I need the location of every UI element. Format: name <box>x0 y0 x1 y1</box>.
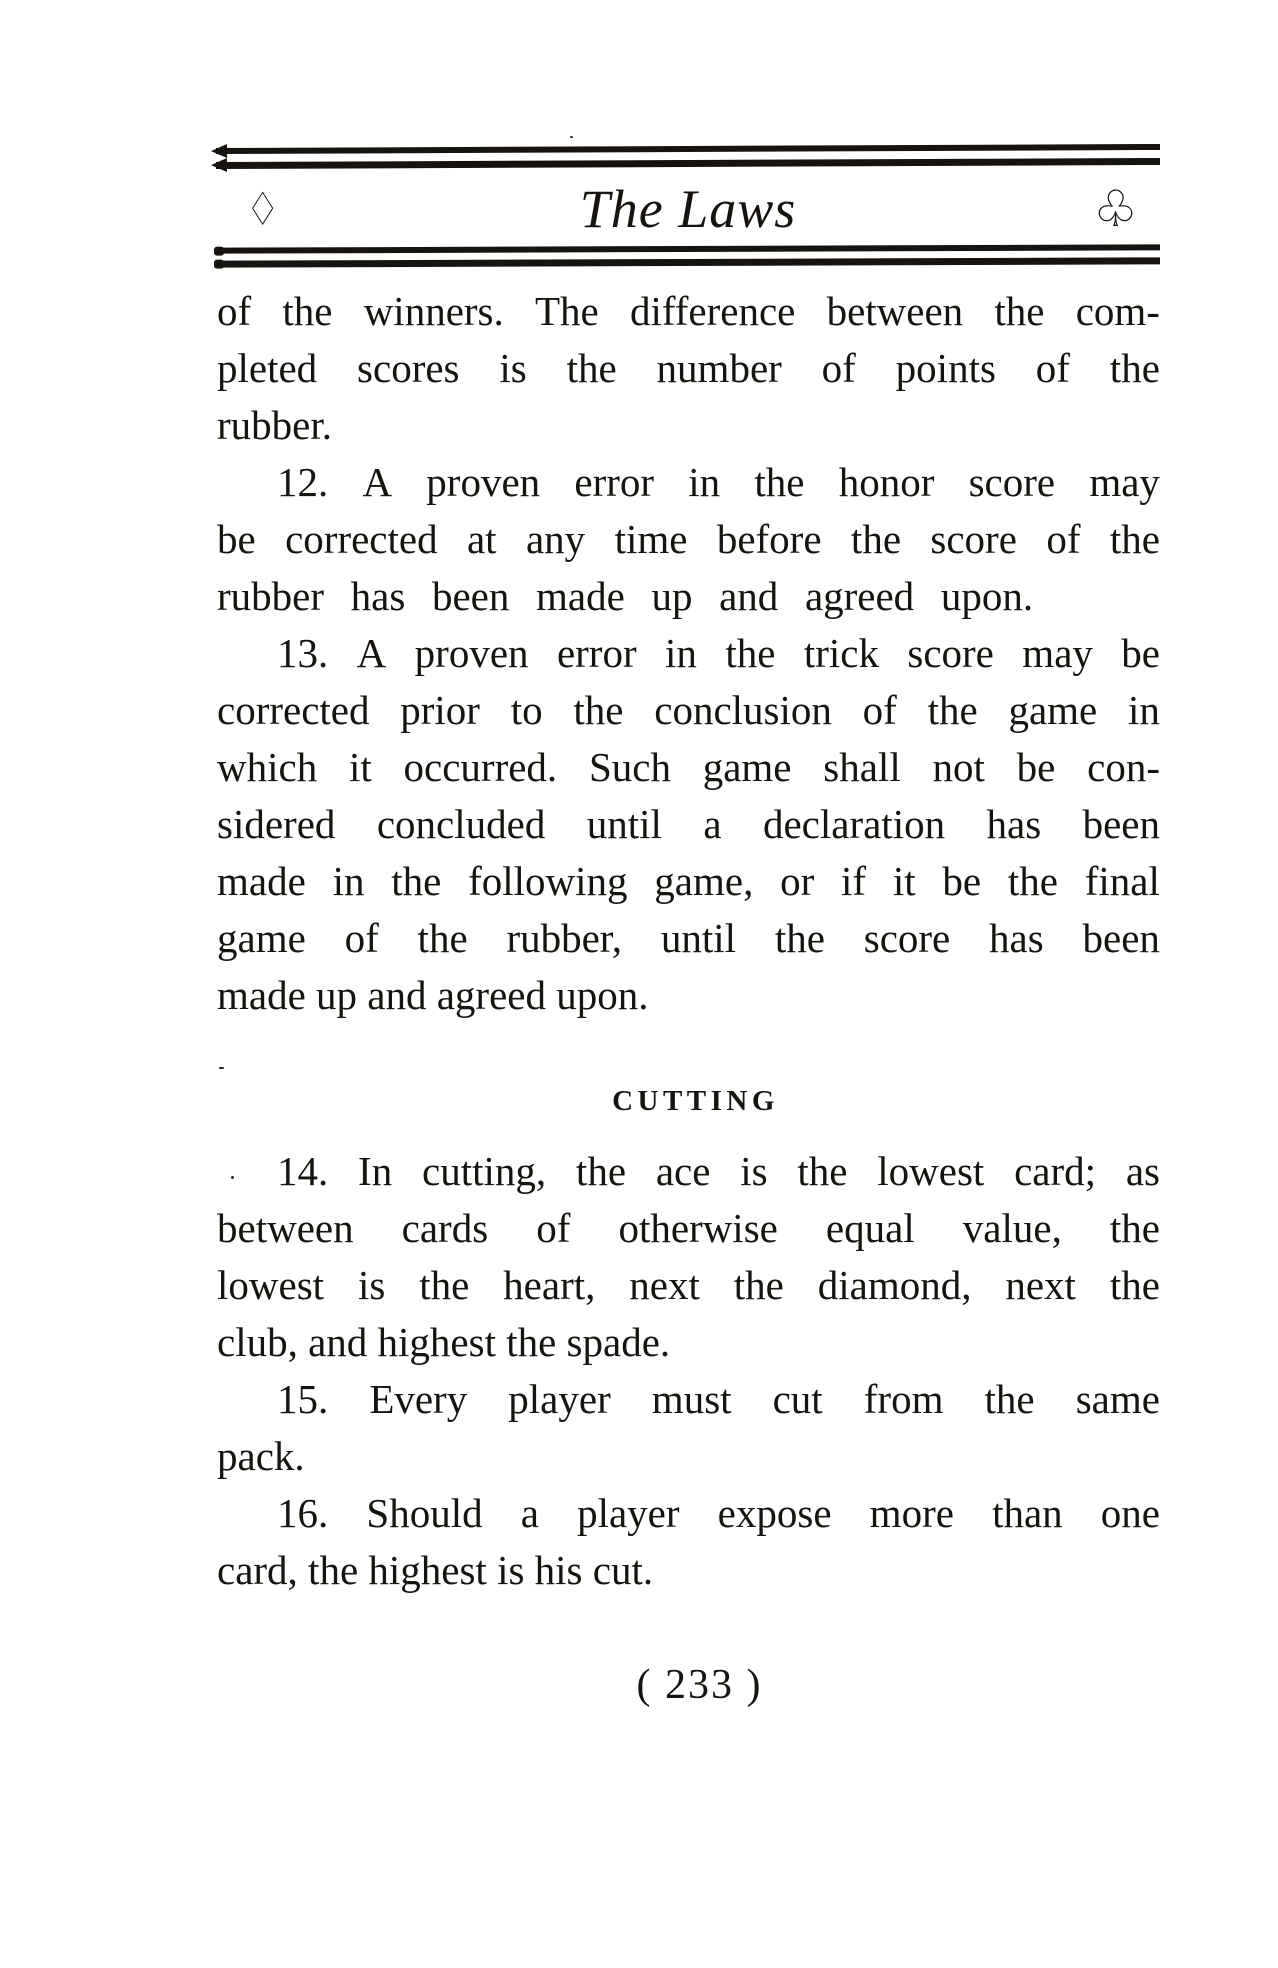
page-header <box>216 178 1160 240</box>
text-line: which it occurred. Such game shall not be con- <box>217 744 1160 790</box>
text-line: card, the highest is his cut. <box>217 1547 654 1593</box>
header-bottom-rule-1 <box>216 244 1160 253</box>
text-line: made up and agreed upon. <box>217 972 649 1018</box>
text-line: sidered concluded until a declaration has been <box>217 801 1160 847</box>
body-text-upper <box>217 283 1160 1024</box>
text-line: corrected prior to the conclusion of the game in <box>217 687 1160 733</box>
section-heading-cutting: CUTTING <box>612 1085 779 1117</box>
text-line: 14. In cutting, the ace is the lowest card; as <box>277 1148 1160 1194</box>
header-bottom-rule-2 <box>216 257 1160 267</box>
text-line: be corrected at any time before the score of the <box>217 516 1160 562</box>
header-top-rule-1 <box>216 144 1160 154</box>
text-line: 12. A proven error in the honor score may <box>277 459 1160 505</box>
scan-speck <box>570 136 573 138</box>
text-line: between cards of otherwise equal value, the <box>217 1205 1160 1251</box>
page-number: ( 233 ) <box>636 1662 763 1708</box>
scan-speck <box>231 1176 234 1179</box>
page-title: The Laws <box>579 179 797 239</box>
scan-speck <box>219 1067 224 1069</box>
text-line: game of the rubber, until the score has been <box>217 915 1160 961</box>
text-line: pleted scores is the number of points of the <box>217 345 1160 391</box>
text-line: 16. Should a player expose more than one <box>277 1490 1160 1536</box>
header-top-rule-2 <box>216 158 1160 169</box>
text-line: rubber. <box>217 402 332 448</box>
text-line: 13. A proven error in the trick score may be <box>277 630 1160 676</box>
text-line: 15. Every player must cut from the same <box>277 1376 1160 1422</box>
text-line: lowest is the heart, next the diamond, next the <box>217 1262 1160 1308</box>
body-text-lower <box>217 1143 1160 1599</box>
diamond-suit-icon: ♢ <box>245 182 280 236</box>
text-line: club, and highest the spade. <box>217 1319 671 1365</box>
text-line: rubber has been made up and agreed upon. <box>217 573 1034 619</box>
text-line: of the winners. The difference between the com- <box>217 288 1160 334</box>
club-suit-icon: ♧ <box>1093 180 1138 238</box>
text-line: pack. <box>217 1433 305 1479</box>
text-line: made in the following game, or if it be the final <box>217 858 1160 904</box>
